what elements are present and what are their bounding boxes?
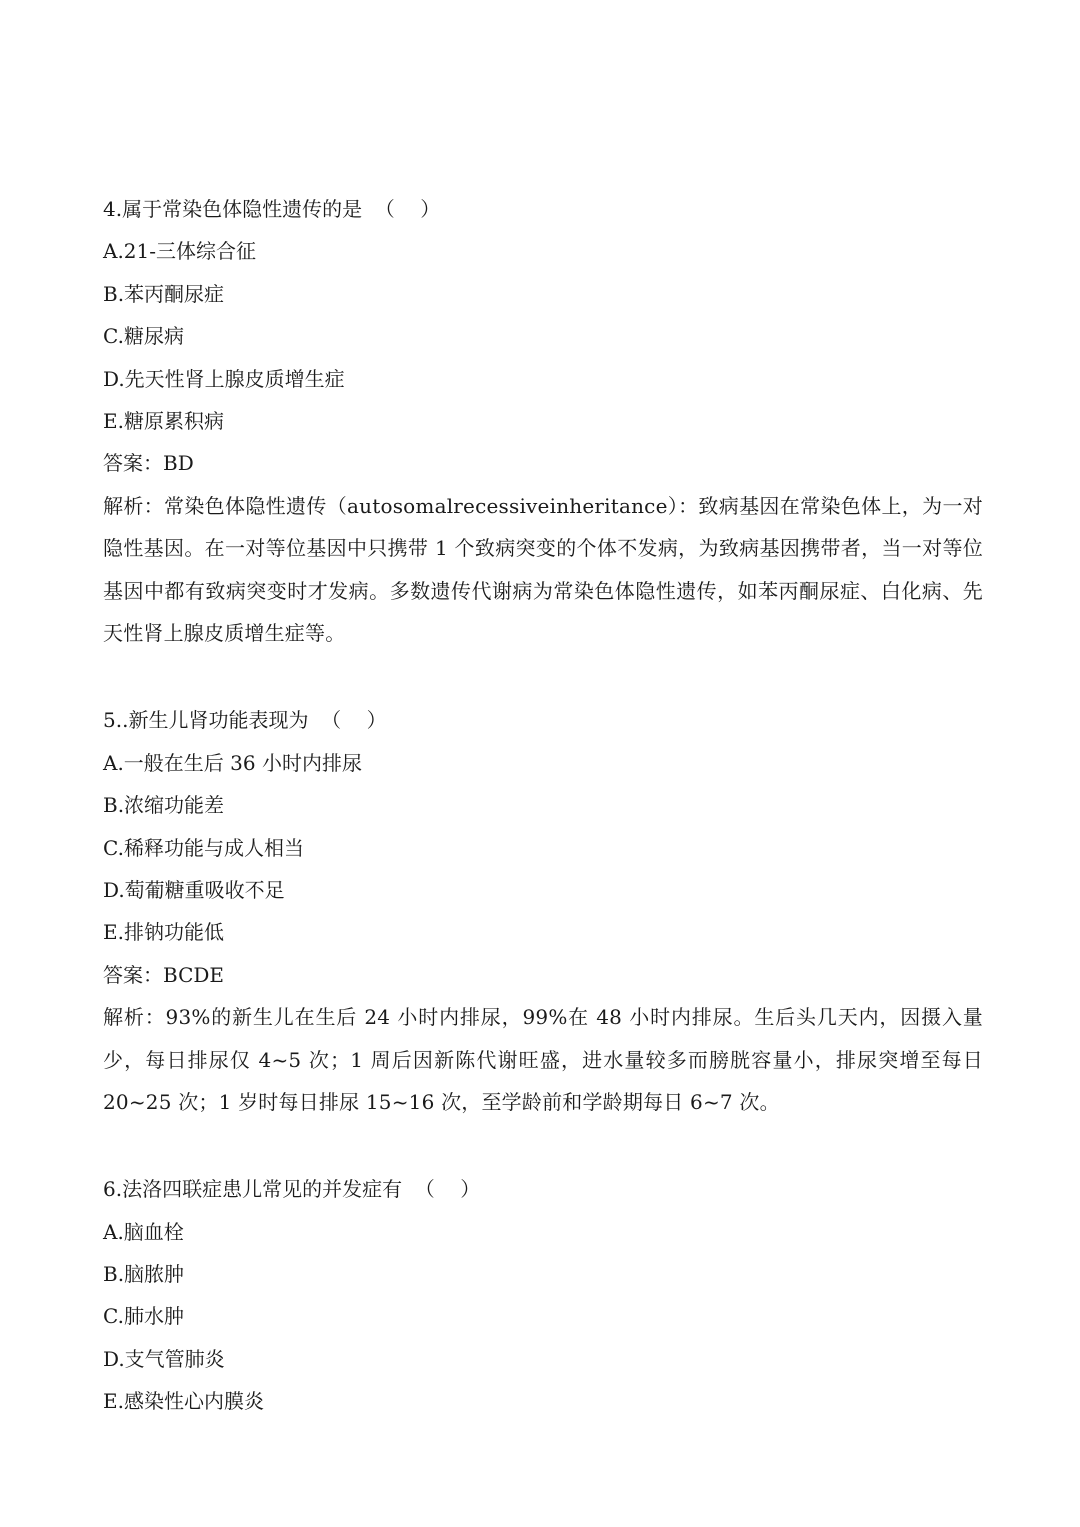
answer: 答案：BD <box>103 451 194 476</box>
option-a: A.21-三体综合征 <box>103 239 257 264</box>
question-stem: 6.法洛四联症患儿常见的并发症有 （ ） <box>103 1177 481 1202</box>
option-e: E.糖原累积病 <box>103 408 224 433</box>
option-b: B.苯丙酮尿症 <box>103 281 225 306</box>
option-a: A.脑血栓 <box>103 1219 184 1244</box>
option-c: C.稀释功能与成人相当 <box>103 835 304 860</box>
option-d: D.先天性肾上腺皮质增生症 <box>103 366 345 391</box>
option-e: E.排钠功能低 <box>103 920 224 945</box>
question-5 <box>103 699 983 1123</box>
analysis: 解析：常染色体隐性遗传（autosomalrecessiveinheritance）：致病基因在常染色体上，为一对隐性基因。在一对等位基因中只携带 1 个致病突变的个体不发病，为致病基因携带者，当一对等位基因中都有致病突变时才发病。多数遗传代谢病为常染色体隐性遗传，如苯丙酮尿症、白化病、先天性肾上腺皮质增生症等。 <box>103 493 983 645</box>
answer: 答案：BCDE <box>103 962 225 987</box>
question-stem: 4.属于常染色体隐性遗传的是 （ ） <box>103 197 441 221</box>
question-6 <box>103 1168 983 1422</box>
section-spacer <box>103 654 983 699</box>
option-e: E.感染性心内膜炎 <box>103 1389 264 1414</box>
option-b: B.脑脓肿 <box>103 1262 185 1287</box>
option-c: C.糖尿病 <box>103 324 184 349</box>
document-page <box>103 188 983 1423</box>
section-spacer <box>103 1123 983 1168</box>
question-stem: 5..新生儿肾功能表现为 （ ） <box>103 708 387 733</box>
option-d: D.萄葡糖重吸收不足 <box>103 877 285 902</box>
option-a: A.一般在生后 36 小时内排尿 <box>103 750 362 775</box>
question-4 <box>103 188 983 654</box>
option-b: B.浓缩功能差 <box>103 793 225 818</box>
analysis: 解析：93%的新生儿在生后 24 小时内排尿，99%在 48 小时内排尿。生后头几天内，因摄入量少，每日排尿仅 4~5 次；1 周后因新陈代谢旺盛，进水量较多而膀胱容量小，排尿突增至每日 20~25 次；1 岁时每日排尿 15~16 次，至学龄前和学龄期每日 6~7 次。 <box>103 1005 983 1114</box>
option-c: C.肺水肿 <box>103 1304 184 1329</box>
option-d: D.支气管肺炎 <box>103 1346 225 1371</box>
